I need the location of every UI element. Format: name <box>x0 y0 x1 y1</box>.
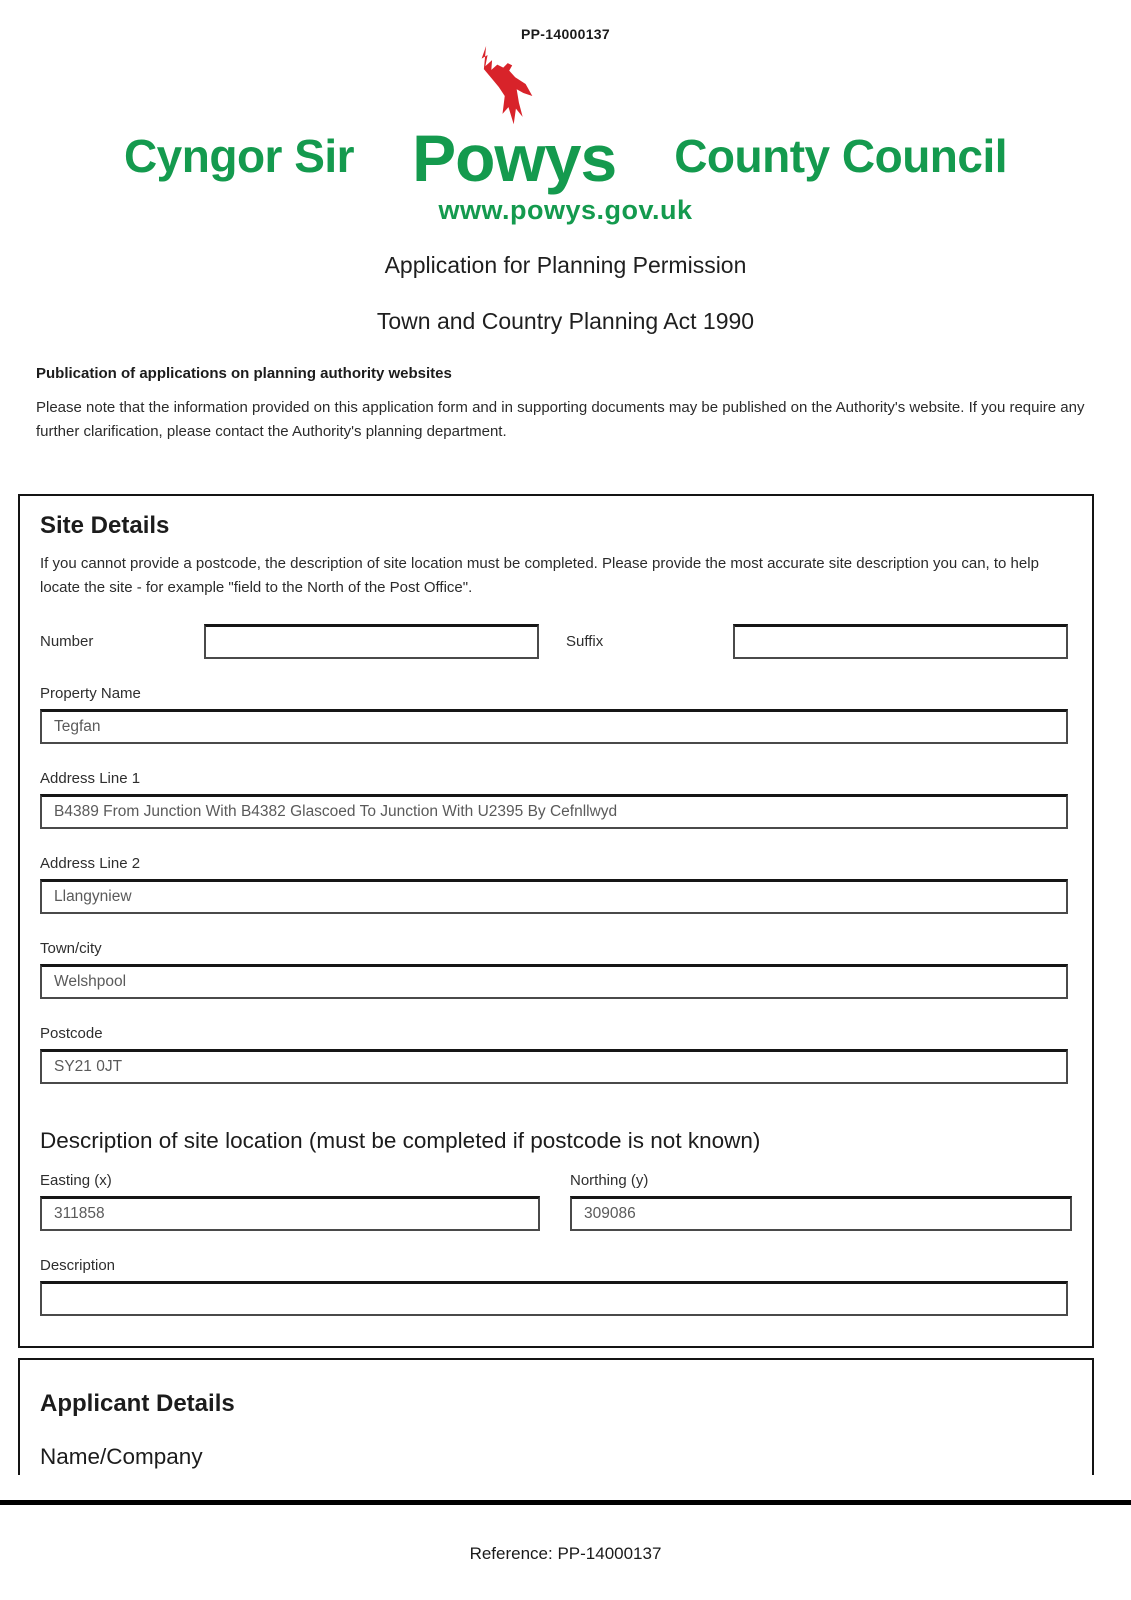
website-link[interactable]: www.powys.gov.uk <box>438 194 693 225</box>
northing-input[interactable] <box>570 1196 1072 1231</box>
town-city-input[interactable] <box>40 964 1068 999</box>
red-kite-icon <box>468 46 540 128</box>
page-break-divider <box>0 1500 1131 1505</box>
address-line-2-label: Address Line 2 <box>40 854 141 872</box>
form-subtitle: Town and Country Planning Act 1990 <box>376 307 755 334</box>
address-line-1-input[interactable] <box>40 794 1068 829</box>
description-label: Description <box>40 1256 116 1274</box>
publication-heading: Publication of applications on planning authority websites <box>36 364 452 382</box>
address-line-1-row <box>40 770 1068 829</box>
northing-label: Northing (y) <box>570 1171 649 1189</box>
town-city-label: Town/city <box>40 939 102 957</box>
top-reference: PP-14000137 <box>521 26 610 42</box>
publication-body: Please note that the information provided on this application form and in supporting documents may be published on the Authority's website. If you require any further clarification, please contact the Authority's planning department. <box>36 398 1085 440</box>
description-input[interactable] <box>40 1281 1068 1316</box>
brand-powys: Powys <box>412 121 617 195</box>
easting-label: Easting (x) <box>40 1171 112 1189</box>
number-suffix-row <box>40 624 1068 659</box>
postcode-label: Postcode <box>40 1024 103 1042</box>
site-location-heading: Description of site location (must be completed if postcode is not known) <box>40 1127 761 1153</box>
address-line-2-input[interactable] <box>40 879 1068 914</box>
address-line-1-label: Address Line 1 <box>40 769 141 787</box>
town-city-row <box>40 940 1068 999</box>
property-name-label: Property Name <box>40 684 141 702</box>
applicant-details-section <box>18 1358 1094 1475</box>
form-title: Application for Planning Permission <box>384 251 747 278</box>
suffix-label: Suffix <box>566 632 604 650</box>
footer-reference: Reference: PP-14000137 <box>469 1544 662 1563</box>
property-name-row <box>40 685 1068 744</box>
description-row <box>40 1257 1068 1316</box>
council-logo <box>0 46 1131 195</box>
address-line-2-row <box>40 855 1068 914</box>
property-name-input[interactable] <box>40 709 1068 744</box>
easting-northing-row <box>40 1172 1068 1231</box>
site-details-section <box>18 494 1094 1348</box>
number-label: Number <box>40 632 94 650</box>
name-company-label: Name/Company <box>40 1443 203 1469</box>
number-input[interactable] <box>204 624 539 659</box>
postcode-input[interactable] <box>40 1049 1068 1084</box>
postcode-row <box>40 1025 1068 1084</box>
site-details-heading: Site Details <box>40 511 170 539</box>
easting-input[interactable] <box>40 1196 540 1231</box>
brand-cyngor-sir: Cyngor Sir <box>123 129 355 182</box>
easting-field <box>40 1172 540 1231</box>
brand-county-council: County Council <box>674 129 1008 182</box>
applicant-details-heading: Applicant Details <box>40 1389 235 1417</box>
suffix-input[interactable] <box>733 624 1068 659</box>
site-details-intro: If you cannot provide a postcode, the description of site location must be completed. Please provide the most accurate site description you can, to help locate the site - for example "field to the North of the Post Office". <box>40 554 1039 596</box>
northing-field <box>570 1172 1072 1231</box>
